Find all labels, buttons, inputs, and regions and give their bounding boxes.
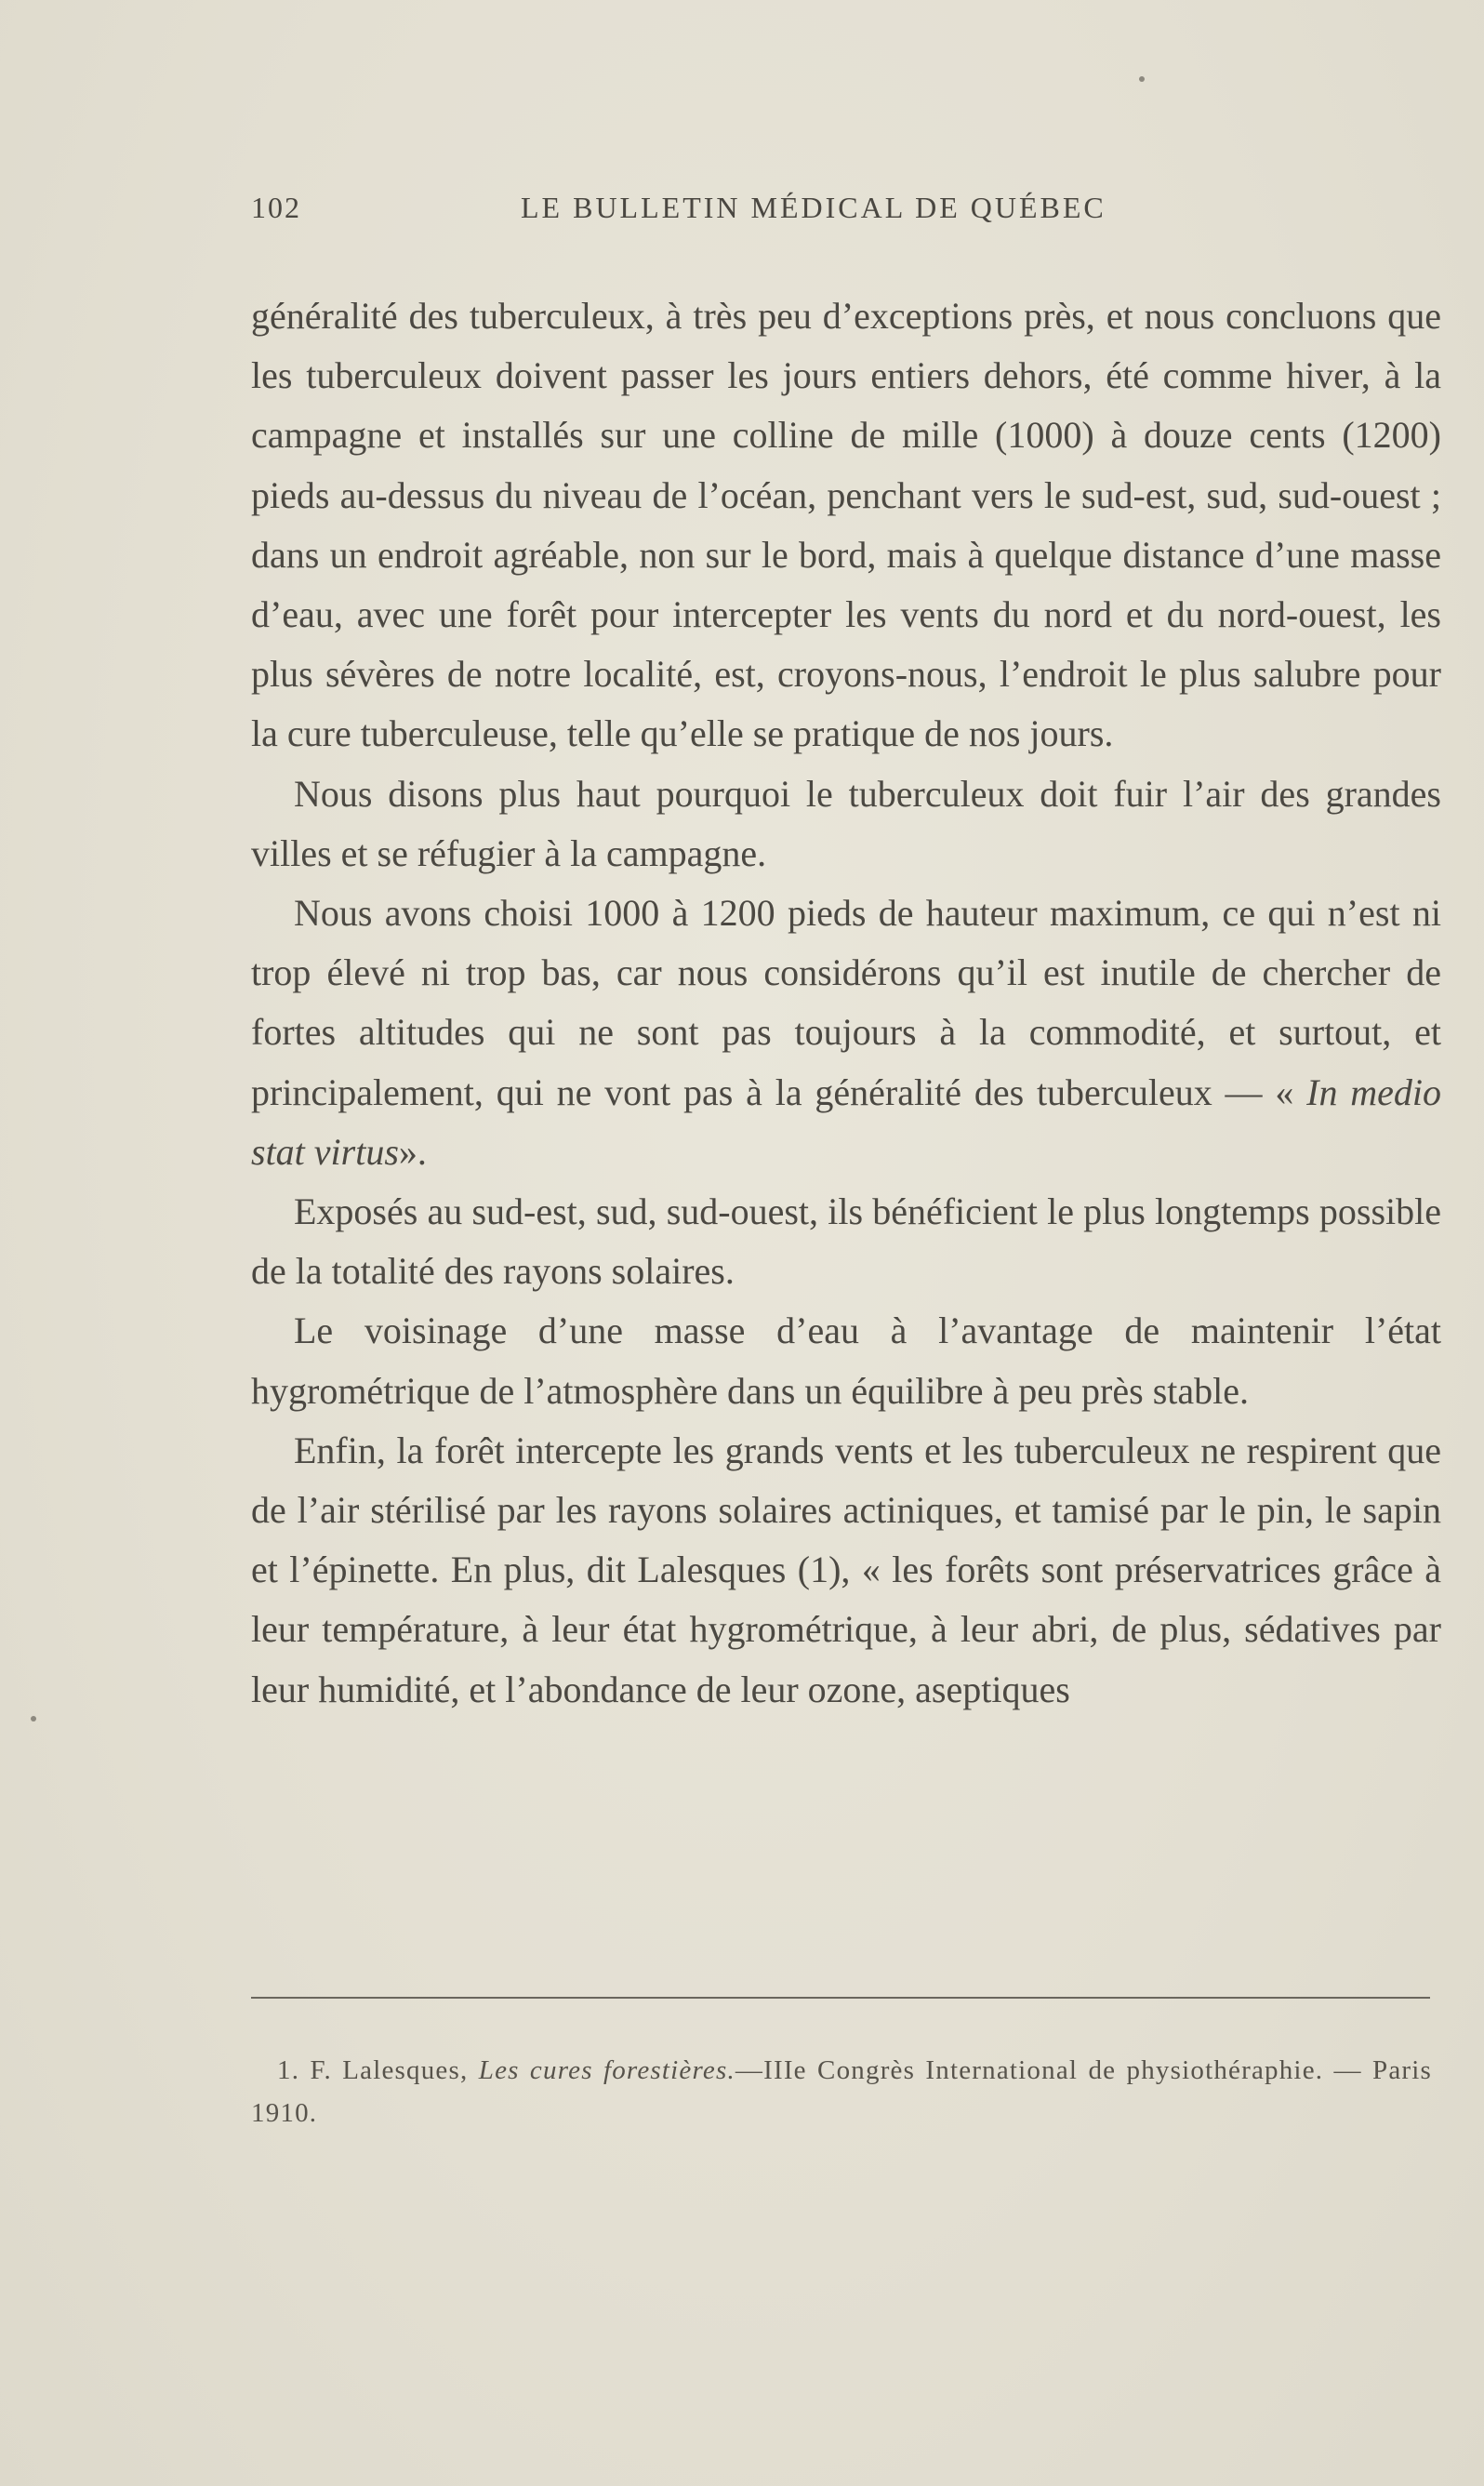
paragraph-1: généralité des tuberculeux, à très peu d’exceptions près, et nous concluons que les tuberculeux doivent passer les jours entiers dehors, été comme hiver, à la campagne et installés sur une colline de mille (1000) à douze cents (1200) pieds au-dessus du niveau de l’océan, penchant vers le sud-est, sud, sud-ouest ; dans un endroit agréable, non sur le bord, mais à quelque distance d’une masse d’eau, avec une forêt pour intercepter les vents du nord et du nord-ouest, les plus sévères de notre localité, est, croyons-nous, l’endroit le plus salubre pour la cure tuberculeuse, telle qu’elle se pratique de nos jours. (251, 295, 1441, 755)
footnote (251, 2049, 1432, 2134)
footnote-author: F. Lalesques, (310, 2055, 469, 2085)
footnote-1 (251, 2049, 1432, 2134)
footnote-number: 1. (277, 2055, 300, 2085)
running-head (251, 191, 1274, 237)
paper-speck (1139, 76, 1145, 82)
footnote-title: Les cures forestières. (478, 2055, 735, 2085)
paragraph-4: Exposés au sud-est, sud, sud-ouest, ils bénéficient le plus longtemps possible de la totalité des rayons solaires. (251, 1190, 1441, 1293)
paper-speck (31, 1716, 36, 1722)
paragraph-6: Enfin, la forêt intercepte les grands vents et les tuberculeux ne respirent que de l’air stérilisé par les rayons solaires actiniques, et tamisé par le pin, le sapin et l’épinette. En plus, dit Lalesques (1), « les forêts sont préservatrices grâce à leur température, à leur état hygrométrique, à leur abri, de plus, sédatives par leur humidité, et l’abondance de leur ozone, aseptiques (251, 1429, 1441, 1710)
footnote-rule (251, 1997, 1430, 1999)
paragraph-3 (251, 884, 1441, 1182)
footnote-rest: —IIIe Congrès International de physiothéraphie. — Paris 1910. (251, 2055, 1433, 2128)
body-text (251, 286, 1441, 1720)
paragraph-3-main: Nous avons choisi 1000 à 1200 pieds de hauteur maximum, ce qui n’est ni trop élevé ni trop bas, car nous considérons qu’il est inutile de chercher de fortes altitudes qui ne sont pas toujours à la commodité, et surtout, et principalement, qui ne vont pas à la généralité des tuberculeux — « (251, 892, 1441, 1113)
paragraph-5: Le voisinage d’une masse d’eau à l’avantage de maintenir l’état hygrométrique de l’atmosphère dans un équilibre à peu près stable. (251, 1309, 1441, 1412)
latin-quote: In medio stat virtus (251, 1070, 1442, 1173)
paragraph-2: Nous disons plus haut pourquoi le tuberculeux doit fuir l’air des grandes villes et se réfugier à la campagne. (251, 772, 1441, 874)
page-number: 102 (251, 191, 301, 224)
journal-title: LE BULLETIN MÉDICAL DE QUÉBEC (521, 191, 1106, 224)
paragraph-3-end: ». (398, 1130, 427, 1173)
